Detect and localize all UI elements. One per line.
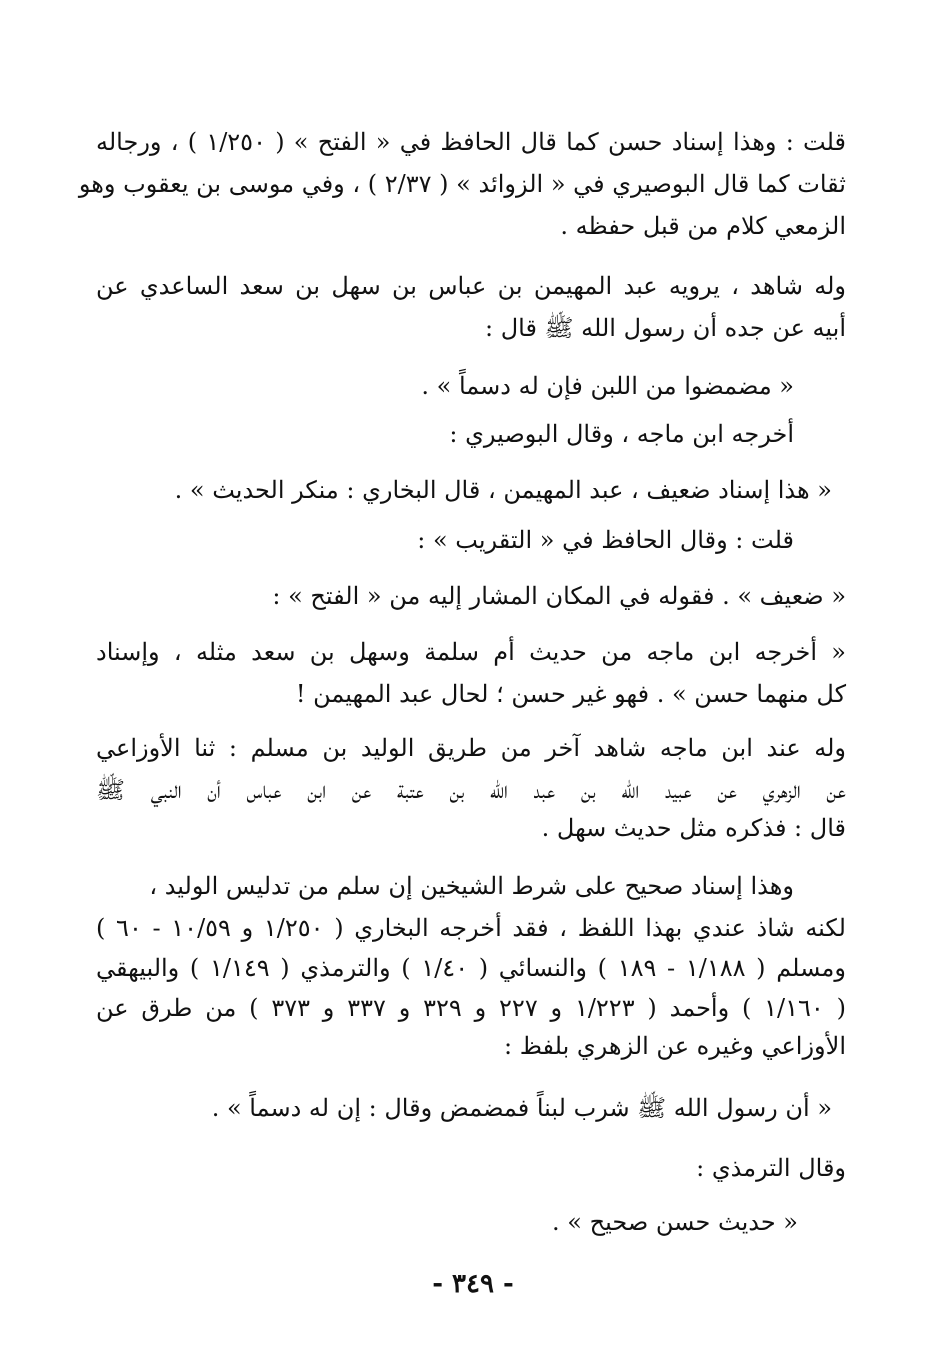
text-line-18: ومسلم ( ١/١٨٨ - ١٨٩ ) والنسائي ( ١/٤٠ ) والترمذي ( ١/١٤٩ ) والبيهقي bbox=[96, 954, 846, 982]
text-line-2: ثقات كما قال البوصيري في « الزوائد » ( ٢/٣٧ ) ، وفي موسى بن يعقوب وهو bbox=[78, 170, 846, 198]
text-line-17: لكنه شاذ عندي بهذا اللفظ ، فقد أخرجه البخاري ( ١/٢٥٠ و ١٠/٥٩ - ٦٠ ) bbox=[96, 914, 846, 942]
quote-line-11: « أخرجه ابن ماجه من حديث أم سلمة وسهل بن سعد مثله ، وإسناد bbox=[96, 638, 846, 666]
text-line-1: قلت : وهذا إسناد حسن كما قال الحافظ في « الفتح » ( ١/٢٥٠ ) ، ورجاله bbox=[96, 128, 846, 156]
quote-line-6: « مضمضوا من اللبن فإن له دسماً » . bbox=[421, 372, 794, 400]
text-line-14: عن الزهري عن عبيد الله بن عبد الله بن عتبة عن ابن عباس أن النبي ﷺ bbox=[96, 776, 846, 804]
text-line-22: وقال الترمذي : bbox=[696, 1154, 846, 1182]
text-line-15: قال : فذكره مثل حديث سهل . bbox=[541, 814, 846, 842]
quote-line-21: « أن رسول الله ﷺ شرب لبناً فمضمض وقال : إن له دسماً » . bbox=[211, 1094, 832, 1122]
text-line-13: وله عند ابن ماجه شاهد آخر من طريق الوليد بن مسلم : ثنا الأوزاعي bbox=[96, 734, 846, 762]
text-line-20: الأوزاعي وغيره عن الزهري بلفظ : bbox=[504, 1032, 846, 1060]
quote-line-23: « حديث حسن صحيح » . bbox=[552, 1208, 798, 1236]
text-line-16: وهذا إسناد صحيح على شرط الشيخين إن سلم من تدليس الوليد ، bbox=[149, 872, 794, 900]
text-line-10: « ضعيف » . فقوله في المكان المشار إليه من « الفتح » : bbox=[272, 582, 846, 610]
page-number: - ٣٤٩ - bbox=[432, 1269, 514, 1299]
text-line-19: ( ١/١٦٠ ) وأحمد ( ١/٢٢٣ و ٢٢٧ و ٣٢٩ و ٣٣٧ و ٣٧٣ ) من طرق عن bbox=[96, 994, 846, 1022]
text-line-7: أخرجه ابن ماجه ، وقال البوصيري : bbox=[449, 420, 794, 448]
text-line-4: وله شاهد ، يرويه عبد المهيمن بن عباس بن سهل بن سعد الساعدي عن bbox=[96, 272, 846, 300]
text-line-12: كل منهما حسن » . فهو غير حسن ؛ لحال عبد المهيمن ! bbox=[295, 680, 846, 708]
quote-line-8: « هذا إسناد ضعيف ، عبد المهيمن ، قال البخاري : منكر الحديث » . bbox=[174, 476, 832, 504]
text-line-3: الزمعي كلام من قبل حفظه . bbox=[560, 212, 846, 240]
text-line-5: أبيه عن جده أن رسول الله ﷺ قال : bbox=[484, 314, 846, 342]
text-line-9: قلت : وقال الحافظ في « التقريب » : bbox=[417, 526, 794, 554]
